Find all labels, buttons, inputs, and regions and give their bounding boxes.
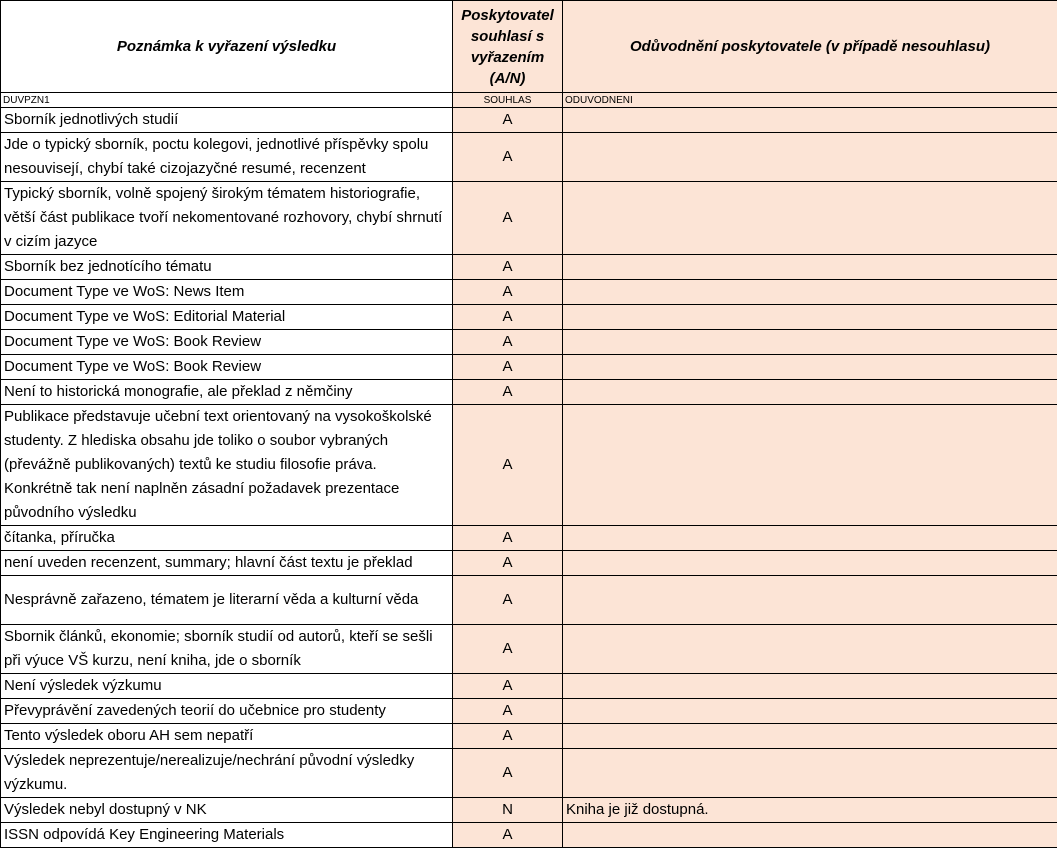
note-cell[interactable]: Není výsledek výzkumu xyxy=(1,674,453,699)
table-row xyxy=(1,674,1057,699)
consent-cell[interactable]: A xyxy=(453,108,563,133)
table-row xyxy=(1,798,1057,823)
consent-cell[interactable]: A xyxy=(453,724,563,749)
note-cell[interactable]: Sborník bez jednotícího tématu xyxy=(1,255,453,280)
note-cell[interactable]: ISSN odpovídá Key Engineering Materials xyxy=(1,823,453,848)
reason-cell[interactable] xyxy=(563,355,1057,380)
reason-cell[interactable] xyxy=(563,749,1057,798)
code-note[interactable]: DUVPZN1 xyxy=(1,93,453,108)
note-cell[interactable]: Převyprávění zavedených teorií do učebnice pro studenty xyxy=(1,699,453,724)
note-cell[interactable]: Document Type ve WoS: Book Review xyxy=(1,355,453,380)
reason-cell[interactable] xyxy=(563,305,1057,330)
header-note[interactable]: Poznámka k vyřazení výsledku xyxy=(1,1,453,93)
reason-cell[interactable]: Kniha je již dostupná. xyxy=(563,798,1057,823)
table-row xyxy=(1,551,1057,576)
reason-cell[interactable] xyxy=(563,255,1057,280)
note-cell[interactable]: Není to historická monografie, ale překlad z němčiny xyxy=(1,380,453,405)
table-row xyxy=(1,576,1057,625)
note-cell[interactable]: Sborník jednotlivých studií xyxy=(1,108,453,133)
note-cell[interactable]: Sbornik článků, ekonomie; sborník studií od autorů, kteří se sešli při výuce VŠ kurzu, není kniha, jde o sborník xyxy=(1,625,453,674)
consent-cell[interactable]: A xyxy=(453,330,563,355)
reason-cell[interactable] xyxy=(563,280,1057,305)
consent-cell[interactable]: A xyxy=(453,305,563,330)
note-cell[interactable]: Tento výsledek oboru AH sem nepatří xyxy=(1,724,453,749)
code-reason[interactable]: ODUVODNENI xyxy=(563,93,1057,108)
table-row xyxy=(1,108,1057,133)
consent-cell[interactable]: A xyxy=(453,526,563,551)
note-cell[interactable]: čítanka, příručka xyxy=(1,526,453,551)
header-row xyxy=(1,1,1057,93)
table-row xyxy=(1,699,1057,724)
consent-cell[interactable]: A xyxy=(453,280,563,305)
note-cell[interactable]: Document Type ve WoS: News Item xyxy=(1,280,453,305)
consent-cell[interactable]: N xyxy=(453,798,563,823)
table-row xyxy=(1,355,1057,380)
reason-cell[interactable] xyxy=(563,182,1057,255)
consent-cell[interactable]: A xyxy=(453,674,563,699)
note-cell[interactable]: Jde o typický sborník, poctu kolegovi, jednotlivé příspěvky spolu nesouvisejí, chybí také cizojazyčné resumé, recenzent xyxy=(1,133,453,182)
consent-cell[interactable]: A xyxy=(453,380,563,405)
note-cell[interactable]: Typický sborník, volně spojený širokým tématem historiografie, větší část publikace tvoří nekomentované rozhovory, chybí shrnutí v cizím jazyce xyxy=(1,182,453,255)
field-code-row xyxy=(1,93,1057,108)
table-row xyxy=(1,749,1057,798)
consent-cell[interactable]: A xyxy=(453,823,563,848)
reason-cell[interactable] xyxy=(563,551,1057,576)
table-row xyxy=(1,405,1057,526)
consent-cell[interactable]: A xyxy=(453,255,563,280)
note-cell[interactable]: Document Type ve WoS: Book Review xyxy=(1,330,453,355)
consent-cell[interactable]: A xyxy=(453,133,563,182)
table-row xyxy=(1,823,1057,848)
note-cell[interactable]: Výsledek nebyl dostupný v NK xyxy=(1,798,453,823)
table-row xyxy=(1,330,1057,355)
reason-cell[interactable] xyxy=(563,625,1057,674)
table-row xyxy=(1,280,1057,305)
reason-cell[interactable] xyxy=(563,724,1057,749)
reason-cell[interactable] xyxy=(563,405,1057,526)
table-row xyxy=(1,305,1057,330)
reason-cell[interactable] xyxy=(563,576,1057,625)
note-cell[interactable]: Výsledek neprezentuje/nerealizuje/nechrání původní výsledky výzkumu. xyxy=(1,749,453,798)
table-row xyxy=(1,625,1057,674)
note-cell[interactable]: Nesprávně zařazeno, tématem je literarní věda a kulturní věda xyxy=(1,576,453,625)
header-consent[interactable]: Poskytovatel souhlasí s vyřazením (A/N) xyxy=(453,1,563,93)
reason-cell[interactable] xyxy=(563,380,1057,405)
reason-cell[interactable] xyxy=(563,526,1057,551)
table-row xyxy=(1,380,1057,405)
table-row xyxy=(1,526,1057,551)
note-cell[interactable]: Document Type ve WoS: Editorial Material xyxy=(1,305,453,330)
consent-cell[interactable]: A xyxy=(453,551,563,576)
consent-cell[interactable]: A xyxy=(453,355,563,380)
code-consent[interactable]: SOUHLAS xyxy=(453,93,563,108)
reason-cell[interactable] xyxy=(563,133,1057,182)
consent-cell[interactable]: A xyxy=(453,576,563,625)
reason-cell[interactable] xyxy=(563,674,1057,699)
consent-cell[interactable]: A xyxy=(453,699,563,724)
reason-cell[interactable] xyxy=(563,699,1057,724)
consent-cell[interactable]: A xyxy=(453,182,563,255)
reason-cell[interactable] xyxy=(563,108,1057,133)
table-row xyxy=(1,182,1057,255)
note-cell[interactable]: Publikace představuje učební text orientovaný na vysokoškolské studenty. Z hlediska obsahu jde toliko o soubor vybraných (převážně publikovaných) textů ke studiu filosofie práva. Konkrétně tak není naplněn zásadní požadavek prezentace původního výsledku xyxy=(1,405,453,526)
note-cell[interactable]: není uveden recenzent, summary; hlavní část textu je překlad xyxy=(1,551,453,576)
table-row xyxy=(1,133,1057,182)
consent-cell[interactable]: A xyxy=(453,625,563,674)
reason-cell[interactable] xyxy=(563,823,1057,848)
table-row xyxy=(1,724,1057,749)
reason-cell[interactable] xyxy=(563,330,1057,355)
header-reason[interactable]: Odůvodnění poskytovatele (v případě nesouhlasu) xyxy=(563,1,1057,93)
consent-cell[interactable]: A xyxy=(453,749,563,798)
table-row xyxy=(1,255,1057,280)
consent-cell[interactable]: A xyxy=(453,405,563,526)
